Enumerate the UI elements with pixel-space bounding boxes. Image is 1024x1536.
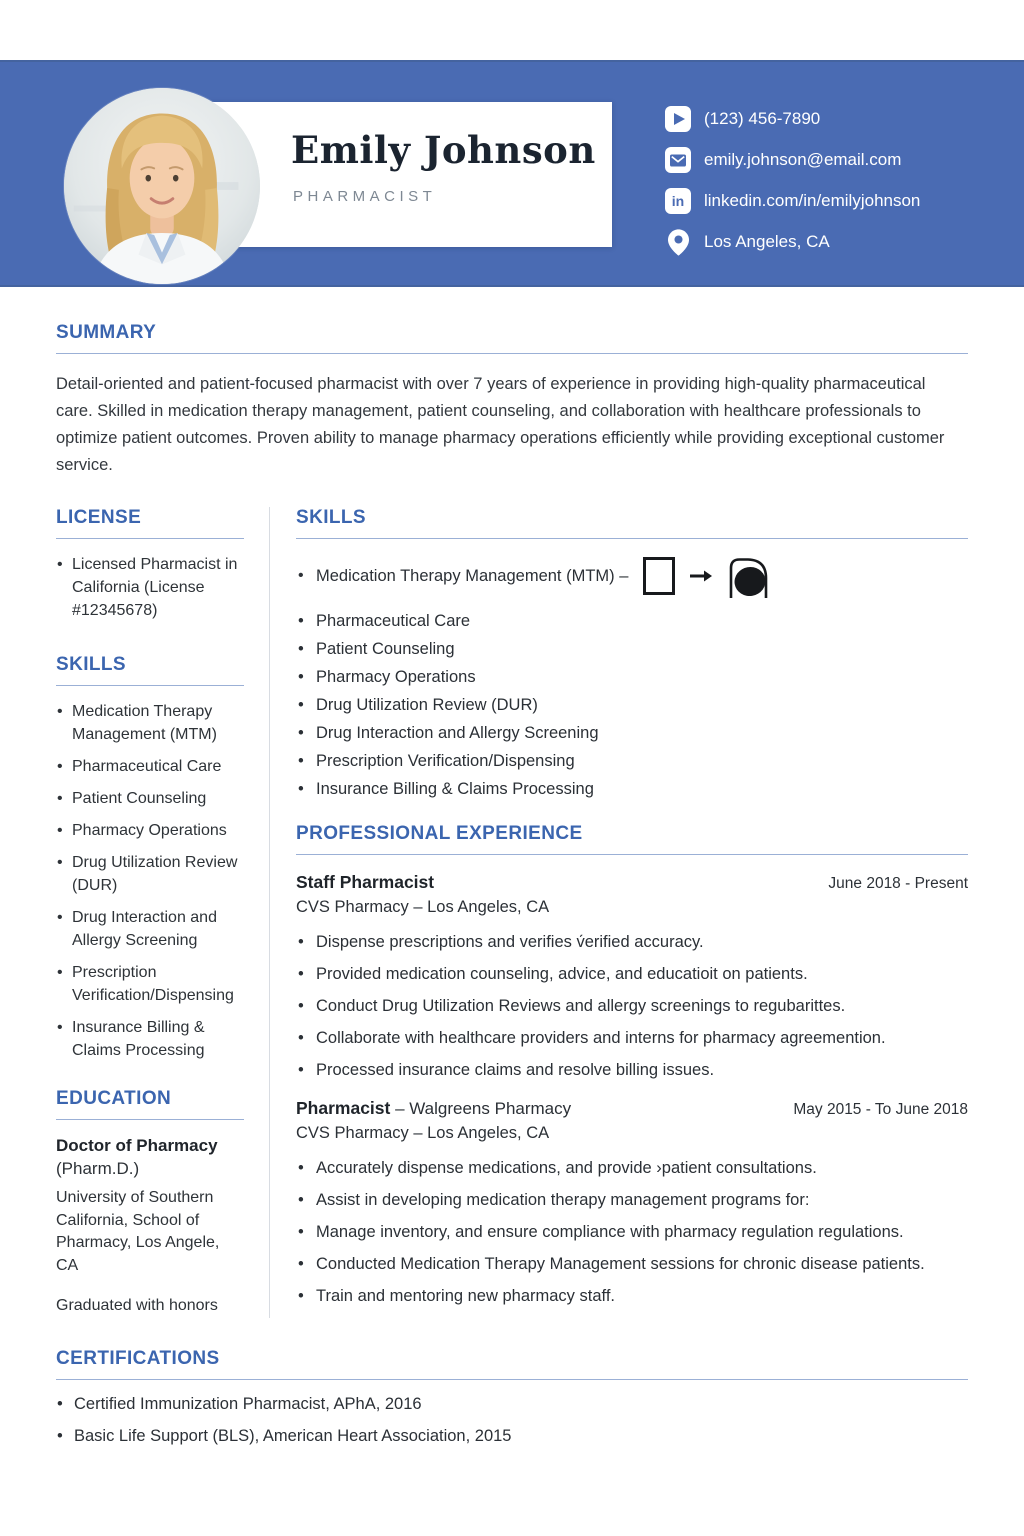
certification-item: • Certified Immunization Pharmacist, APhA, 2016 xyxy=(56,1395,968,1414)
summary-text: Detail-oriented and patient-focused pharmacist with over 7 years of experience in providing high-quality pharmaceutical care. Skilled in medication therapy management, patient counseling, and collaboration with healthcare professionals to optimize patient outcomes. Proven ability to manage pharmacy operations efficiently while providing exceptional customer service. xyxy=(56,375,945,474)
skill-item: • Medication Therapy Management (MTM) xyxy=(56,700,244,746)
arrow-right-icon xyxy=(688,568,714,584)
job-title: Staff Pharmacist xyxy=(296,872,435,892)
job-bullet: • Dispense prescriptions and verifies v́erified accuracy. xyxy=(296,932,968,953)
job-title: Pharmacist – Walgreens Pharmacy xyxy=(296,1098,572,1118)
contact-row-location xyxy=(665,229,920,255)
skills-right-heading: SKILLS xyxy=(296,507,968,539)
skill-item: • Prescription Verification/Dispensing xyxy=(296,751,968,771)
job-bullet: • Manage inventory, and ensure compliance with pharmacy regulation regulations. xyxy=(296,1222,968,1243)
job-entry-2 xyxy=(296,1098,968,1307)
job-bullet: • Collaborate with healthcare providers and interns for pharmacy agreemention. xyxy=(296,1028,968,1049)
linkedin-icon: in xyxy=(665,188,691,214)
job-bullet: • Processed insurance claims and resolve billing issues. xyxy=(296,1060,968,1081)
experience-heading: PROFESSIONAL EXPERIENCE xyxy=(296,823,968,855)
square-icon xyxy=(642,556,676,596)
job-bullet: • Train and mentoring new pharmacy staff. xyxy=(296,1286,968,1307)
header-band xyxy=(0,60,1024,287)
skill-item: • Drug Interaction and Allergy Screening xyxy=(56,906,244,952)
mtm-skill-row xyxy=(296,553,968,599)
job-bullet-list xyxy=(296,1158,968,1307)
skill-item: • Pharmacy Operations xyxy=(296,667,968,687)
license-heading: LICENSE xyxy=(56,507,244,539)
skill-item: • Patient Counseling xyxy=(56,787,244,810)
email-icon xyxy=(665,147,691,173)
skill-item: • Drug Utilization Review (DUR) xyxy=(296,695,968,715)
skill-item: • Pharmaceutical Care xyxy=(56,755,244,778)
skills-left-list xyxy=(56,700,244,1062)
certification-item: • Basic Life Support (BLS), American Heart Association, 2015 xyxy=(56,1427,968,1446)
contact-list xyxy=(665,106,920,255)
contact-row-phone xyxy=(665,106,920,132)
phone-icon xyxy=(665,106,691,132)
license-list xyxy=(56,553,244,622)
email-address: emily.johnson@email.com xyxy=(704,150,902,169)
certifications-list xyxy=(56,1395,968,1446)
skills-left-heading: SKILLS xyxy=(56,654,244,686)
education-school: University of Southern California, School of Pharmacy, Los Angele, CA xyxy=(56,1189,220,1274)
education-degree: Doctor of Pharmacy xyxy=(56,1136,218,1155)
mtm-skill-text: • Medication Therapy Management (MTM) – xyxy=(316,566,629,585)
skill-item: • Insurance Billing & Claims Processing xyxy=(56,1016,244,1062)
skill-item: • Pharmacy Operations xyxy=(56,819,244,842)
job-dates: May 2015 - To June 2018 xyxy=(793,1101,968,1118)
education-heading: EDUCATION xyxy=(56,1088,244,1120)
resume-body xyxy=(0,322,1024,1446)
summary-heading: SUMMARY xyxy=(56,322,968,354)
location-text: Los Angeles, CA xyxy=(704,232,830,251)
job-company: CVS Pharmacy – Los Angeles, CA xyxy=(296,898,550,916)
contact-row-email xyxy=(665,147,920,173)
certifications-heading: CERTIFICATIONS xyxy=(56,1348,968,1380)
job-bullet: • Provided medication counseling, advice, and educatioit on patients. xyxy=(296,964,968,985)
skill-item: • Patient Counseling xyxy=(296,639,968,659)
job-company: CVS Pharmacy – Los Angeles, CA xyxy=(296,1124,550,1142)
left-column xyxy=(56,507,270,1318)
linkedin-url: linkedin.com/in/emilyjohnson xyxy=(704,191,921,210)
location-icon xyxy=(665,229,691,255)
skill-item: • Pharmaceutical Care xyxy=(296,611,968,631)
skill-item: • Insurance Billing & Claims Processing xyxy=(296,779,968,799)
certifications-section xyxy=(56,1348,968,1446)
job-bullet: • Assist in developing medication therapy management programs for: xyxy=(296,1190,968,1211)
job-header xyxy=(296,1098,968,1119)
job-header xyxy=(296,872,968,893)
job-dates: June 2018 - Present xyxy=(828,875,968,892)
job-entry-1 xyxy=(296,872,968,1081)
license-item: • Licensed Pharmacist in California (License #12345678) xyxy=(56,553,244,622)
contact-row-linkedin xyxy=(665,188,920,214)
phone-number: (123) 456-7890 xyxy=(704,109,821,128)
right-column xyxy=(270,507,968,1318)
person-name: Emily Johnson xyxy=(291,128,596,172)
skill-item: • Drug Interaction and Allergy Screening xyxy=(296,723,968,743)
skill-item: • Drug Utilization Review (DUR) xyxy=(56,851,244,897)
job-bullet: • Conducted Medication Therapy Management sessions for chronic disease patients. xyxy=(296,1254,968,1275)
two-column-area xyxy=(56,507,968,1318)
job-bullet-list xyxy=(296,932,968,1081)
person-job-title: PHARMACIST xyxy=(293,188,437,205)
ink-blob-icon xyxy=(726,553,770,599)
avatar-illustration xyxy=(64,88,260,284)
job-bullet: • Accurately dispense medications, and provide ›patient consultations. xyxy=(296,1158,968,1179)
top-margin-strip xyxy=(0,0,1024,60)
education-honors: Graduated with honors xyxy=(56,1297,218,1314)
skills-right-list xyxy=(296,611,968,799)
skill-item: • Prescription Verification/Dispensing xyxy=(56,961,244,1007)
job-bullet: • Conduct Drug Utilization Reviews and allergy screenings to regubarittes. xyxy=(296,996,968,1017)
profile-photo xyxy=(64,88,260,284)
education-degree-paren: (Pharm.D.) xyxy=(56,1159,140,1178)
